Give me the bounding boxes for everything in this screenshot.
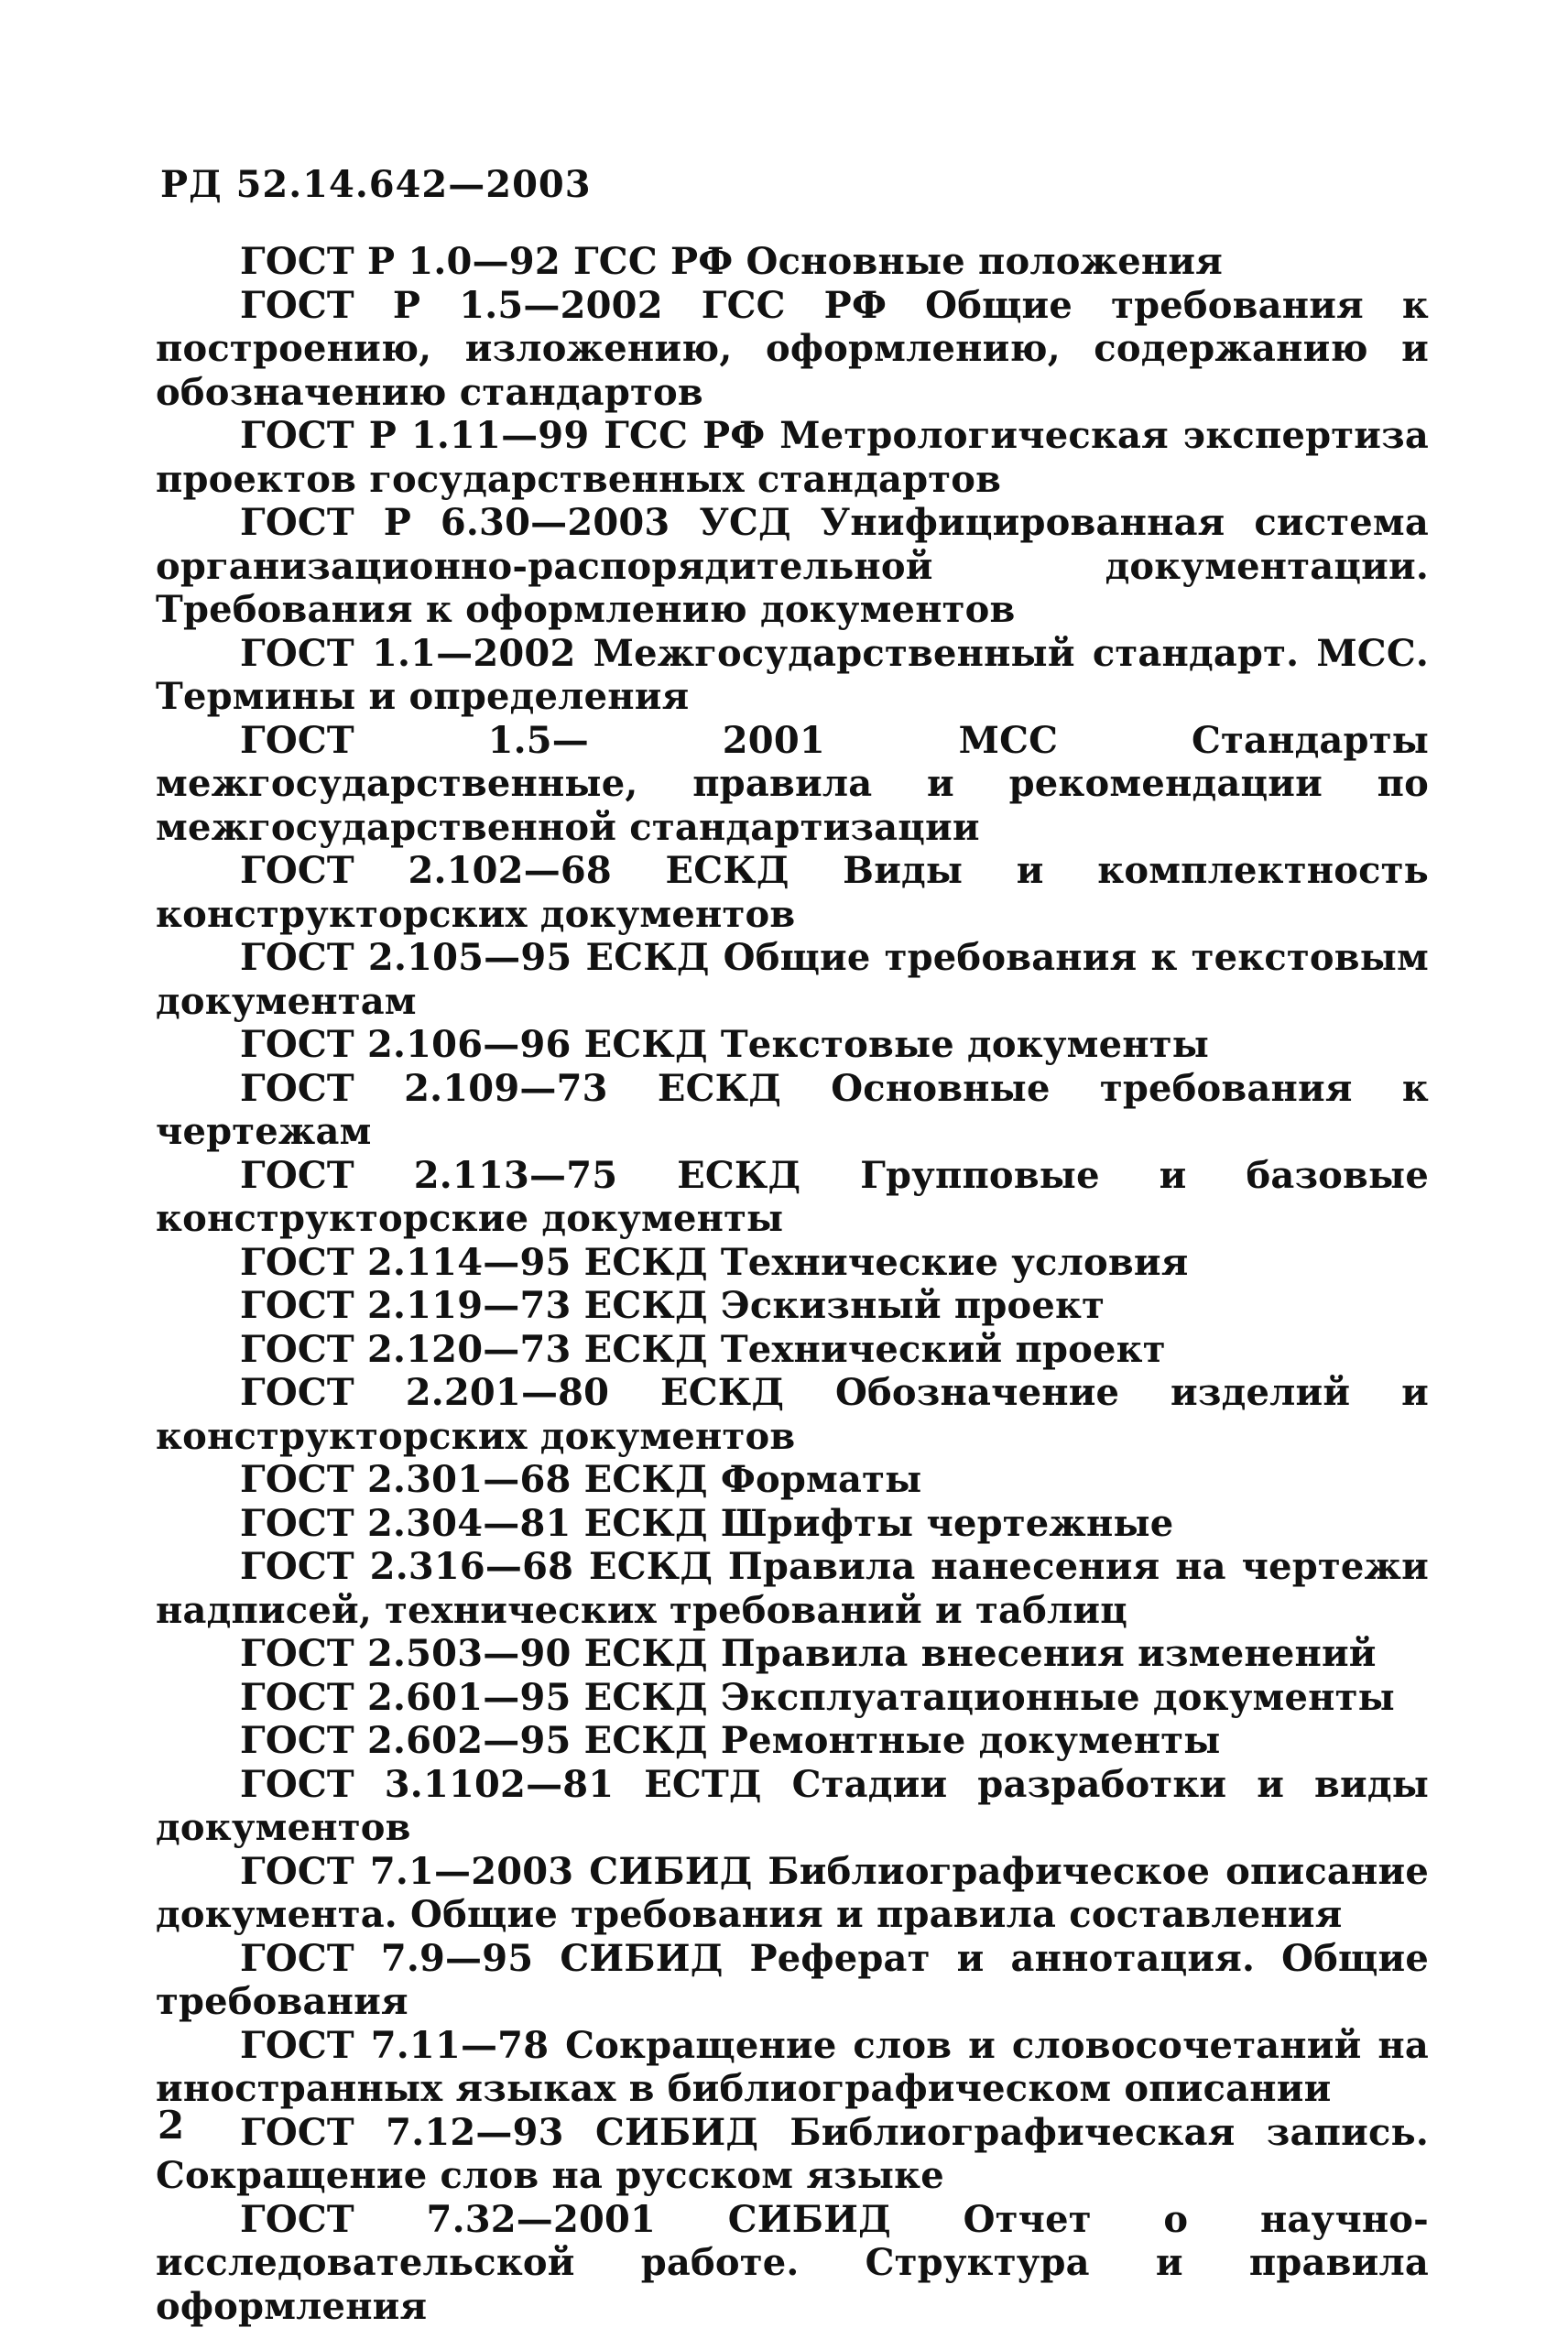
reference-entry-gost-2-109: ГОСТ 2.109—73 ЕСКД Основные требования к чертежам xyxy=(156,1067,1429,1154)
reference-entry-gost-2-105: ГОСТ 2.105—95 ЕСКД Общие требования к текстовым документам xyxy=(156,936,1429,1023)
reference-entry-gost-r-6-30: ГОСТ Р 6.30—2003 УСД Унифицированная система организационно-распорядительной документации. Требования к оформлению документов xyxy=(156,501,1429,632)
reference-entry-gost-2-601: ГОСТ 2.601—95 ЕСКД Эксплуатационные документы xyxy=(156,1676,1429,1720)
reference-entry-gost-2-301: ГОСТ 2.301—68 ЕСКД Форматы xyxy=(156,1458,1429,1502)
reference-entry-gost-7-12: ГОСТ 7.12—93 СИБИД Библиографическая запись. Сокращение слов на русском языке xyxy=(156,2111,1429,2198)
reference-entry-gost-r-1-11: ГОСТ Р 1.11—99 ГСС РФ Метрологическая экспертиза проектов государственных стандартов xyxy=(156,414,1429,501)
reference-entry-gost-2-102: ГОСТ 2.102—68 ЕСКД Виды и комплектность конструкторских документов xyxy=(156,849,1429,936)
reference-entry-gost-1-5: ГОСТ 1.5— 2001 МСС Стандарты межгосударственные, правила и рекомендации по межгосударственной стандартизации xyxy=(156,719,1429,850)
reference-entry-gost-2-106: ГОСТ 2.106—96 ЕСКД Текстовые документы xyxy=(156,1023,1429,1067)
reference-entry-gost-2-114: ГОСТ 2.114—95 ЕСКД Технические условия xyxy=(156,1241,1429,1285)
reference-entry-gost-2-201: ГОСТ 2.201—80 ЕСКД Обозначение изделий и конструкторских документов xyxy=(156,1371,1429,1458)
reference-entry-gost-2-316: ГОСТ 2.316—68 ЕСКД Правила нанесения на чертежи надписей, технических требований и таблиц xyxy=(156,1545,1429,1632)
reference-entry-gost-7-9: ГОСТ 7.9—95 СИБИД Реферат и аннотация. Общие требования xyxy=(156,1937,1429,2024)
reference-entry-gost-r-1-0: ГОСТ Р 1.0—92 ГСС РФ Основные положения xyxy=(156,240,1429,284)
reference-entry-gost-2-304: ГОСТ 2.304—81 ЕСКД Шрифты чертежные xyxy=(156,1502,1429,1546)
reference-entry-gost-7-1: ГОСТ 7.1—2003 СИБИД Библиографическое описание документа. Общие требования и правила составления xyxy=(156,1850,1429,1937)
reference-entry-gost-2-120: ГОСТ 2.120—73 ЕСКД Технический проект xyxy=(156,1328,1429,1372)
reference-entry-gost-7-32: ГОСТ 7.32—2001 СИБИД Отчет о научно-исследовательской работе. Структура и правила оформления xyxy=(156,2198,1429,2328)
reference-entry-gost-1-1: ГОСТ 1.1—2002 Межгосударственный стандарт. МСС. Термины и определения xyxy=(156,632,1429,719)
reference-entry-gost-2-503: ГОСТ 2.503—90 ЕСКД Правила внесения изменений xyxy=(156,1632,1429,1676)
reference-entry-gost-2-119: ГОСТ 2.119—73 ЕСКД Эскизный проект xyxy=(156,1284,1429,1328)
reference-entry-gost-2-113: ГОСТ 2.113—75 ЕСКД Групповые и базовые конструкторские документы xyxy=(156,1154,1429,1241)
page-number: 2 xyxy=(158,2103,184,2148)
reference-entry-gost-2-602: ГОСТ 2.602—95 ЕСКД Ремонтные документы xyxy=(156,1719,1429,1763)
reference-entry-gost-r-1-5: ГОСТ Р 1.5—2002 ГСС РФ Общие требования к построению, изложению, оформлению, содержанию и обозначению стандартов xyxy=(156,284,1429,415)
reference-list xyxy=(156,240,1429,2328)
reference-entry-gost-3-1102: ГОСТ 3.1102—81 ЕСТД Стадии разработки и виды документов xyxy=(156,1763,1429,1850)
reference-entry-gost-7-11: ГОСТ 7.11—78 Сокращение слов и словосочетаний на иностранных языках в библиографическом описании xyxy=(156,2024,1429,2111)
document-code-header: РД 52.14.642—2003 xyxy=(160,163,592,206)
